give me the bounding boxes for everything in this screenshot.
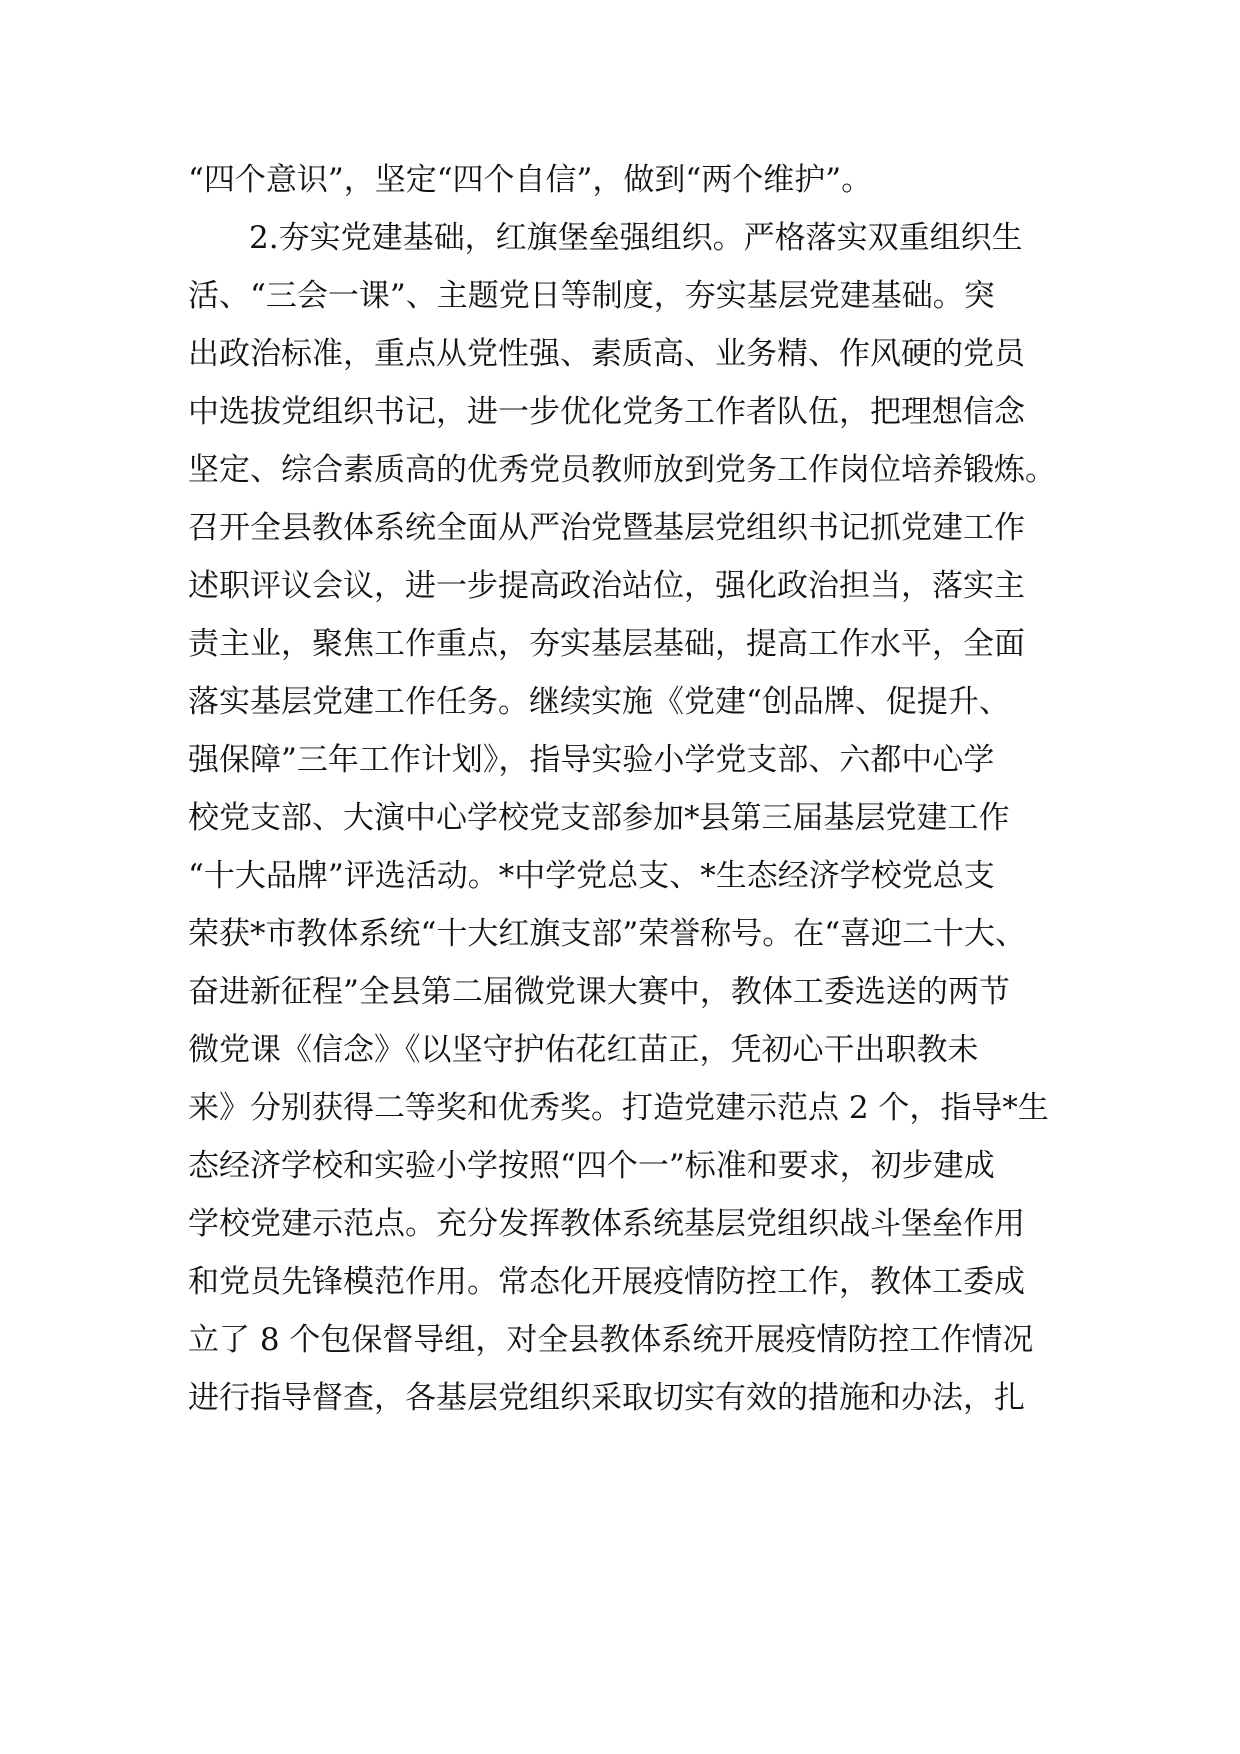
text-line: 中选拔党组织书记，进一步优化党务工作者队伍，把理想信念 bbox=[188, 394, 1025, 430]
text-line: 来》分别获得二等奖和优秀奖。打造党建示范点 2 个，指导*生 bbox=[188, 1090, 1049, 1126]
text-line: 落实基层党建工作任务。继续实施《党建“创品牌、促提升、 bbox=[188, 684, 1010, 720]
text-line: 进行指导督查，各基层党组织采取切实有效的措施和办法，扎 bbox=[188, 1380, 1025, 1416]
text-line: “四个意识”，坚定“四个自信”，做到“两个维护”。 bbox=[188, 162, 873, 198]
text-line: 荣获*市教体系统“十大红旗支部”荣誉称号。在“喜迎二十大、 bbox=[188, 916, 1027, 952]
text-line: 态经济学校和实验小学按照“四个一”标准和要求，初步建成 bbox=[188, 1148, 995, 1184]
text-line: 述职评议会议，进一步提高政治站位，强化政治担当，落实主 bbox=[188, 568, 1025, 604]
text-line: 责主业，聚焦工作重点，夯实基层基础，提高工作水平，全面 bbox=[188, 626, 1025, 662]
text-line: 召开全县教体系统全面从严治党暨基层党组织书记抓党建工作 bbox=[188, 510, 1025, 546]
text-line: 活、“三会一课”、主题党日等制度，夯实基层党建基础。突 bbox=[188, 278, 995, 314]
text-line: 校党支部、大演中心学校党支部参加*县第三届基层党建工作 bbox=[188, 800, 1010, 836]
text-line: 微党课《信念》《以坚守护佑花红苗正，凭初心干出职教未 bbox=[188, 1032, 979, 1068]
text-line: 立了 8 个包保督导组，对全县教体系统开展疫情防控工作情况 bbox=[188, 1322, 1034, 1358]
section-heading-line: 2.夯实党建基础，红旗堡垒强组织。严格落实双重组织生 bbox=[249, 220, 1023, 256]
text-line: 奋进新征程”全县第二届微党课大赛中，教体工委选送的两节 bbox=[188, 974, 1010, 1010]
text-line: 坚定、综合素质高的优秀党员教师放到党务工作岗位培养锻炼。 bbox=[188, 452, 1056, 488]
text-line: 强保障”三年工作计划》，指导实验小学党支部、六都中心学 bbox=[188, 742, 995, 778]
text-line: “十大品牌”评选活动。*中学党总支、*生态经济学校党总支 bbox=[188, 858, 995, 894]
text-line: 和党员先锋模范作用。常态化开展疫情防控工作，教体工委成 bbox=[188, 1264, 1025, 1300]
text-line: 出政治标准，重点从党性强、素质高、业务精、作风硬的党员 bbox=[188, 336, 1025, 372]
text-line: 学校党建示范点。充分发挥教体系统基层党组织战斗堡垒作用 bbox=[188, 1206, 1025, 1242]
